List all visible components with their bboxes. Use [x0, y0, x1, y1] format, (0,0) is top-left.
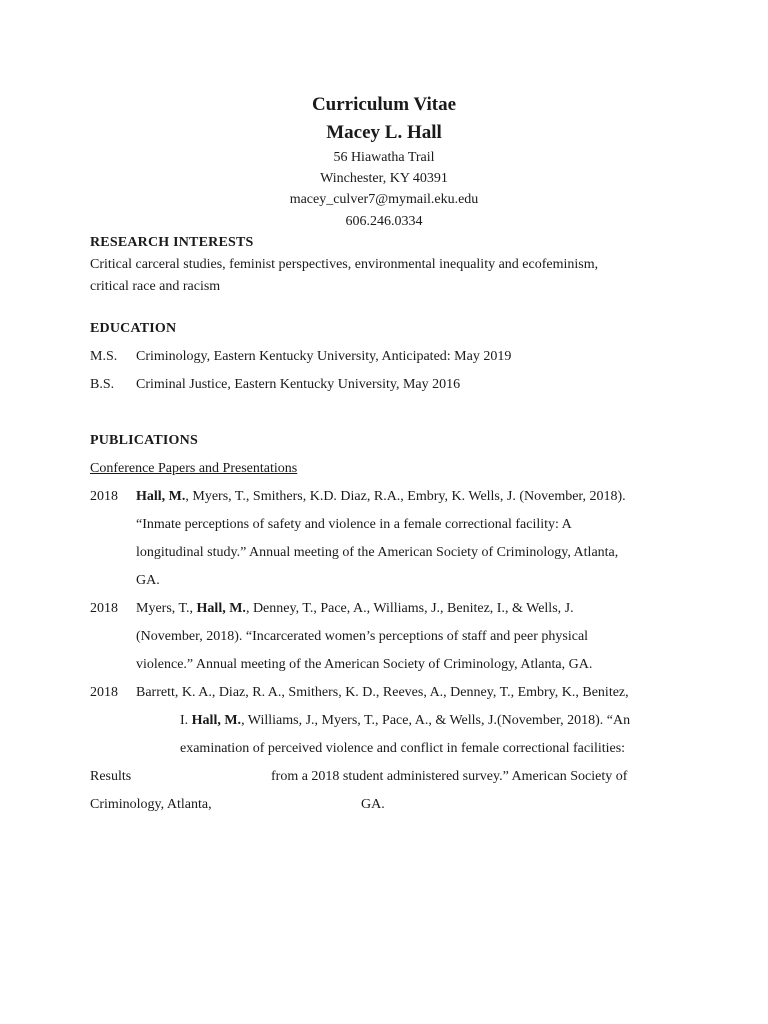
- pub-2-line-2: (November, 2018). “Incarcerated women’s perceptions of staff and peer physical: [136, 629, 589, 644]
- pub-3-line-5-start: Criminology, Atlanta,: [90, 797, 212, 812]
- pub-3-year: 2018: [90, 685, 118, 700]
- pub-3-line-2-rest: , Williams, J., Myers, T., Pace, A., & Wells, J.(November, 2018). “An: [241, 713, 631, 728]
- education-heading: EDUCATION: [90, 321, 177, 336]
- pub-2-line-1-rest: , Denney, T., Pace, A., Williams, J., Benitez, I., & Wells, J.: [245, 601, 574, 616]
- education-degree-ms: M.S.: [90, 349, 118, 364]
- pub-3-line-4-start: Results: [90, 769, 132, 784]
- person-name: Macey L. Hall: [326, 122, 442, 143]
- pub-2-line-3: violence.” Annual meeting of the American Society of Criminology, Atlanta, GA.: [136, 657, 593, 672]
- pub-2-year: 2018: [90, 601, 118, 616]
- address-line-2: Winchester, KY 40391: [320, 171, 448, 186]
- pub-1-year: 2018: [90, 489, 118, 504]
- address-line-1: 56 Hiawatha Trail: [333, 150, 435, 165]
- pub-1-line-2: “Inmate perceptions of safety and violence in a female correctional facility: A: [136, 517, 572, 532]
- pub-1-author-highlight: Hall, M.: [136, 489, 186, 504]
- education-degree-bs: B.S.: [90, 377, 115, 392]
- document-title: Curriculum Vitae: [311, 94, 457, 115]
- pub-3-author-highlight: Hall, M.: [191, 713, 242, 728]
- pub-1-line-4: GA.: [136, 573, 160, 588]
- pub-1-line-3: longitudinal study.” Annual meeting of the American Society of Criminology, Atlanta,: [136, 545, 619, 560]
- pub-3-line-5-end: GA.: [361, 797, 385, 812]
- pub-3-line-2: [180, 713, 630, 729]
- publications-heading: PUBLICATIONS: [90, 433, 198, 448]
- pub-1-line-1-rest: , Myers, T., Smithers, K.D. Diaz, R.A., Embry, K. Wells, J. (November, 2018).: [185, 489, 626, 504]
- education-detail-bs: Criminal Justice, Eastern Kentucky University, May 2016: [136, 377, 461, 392]
- pub-3-line-4-end: from a 2018 student administered survey.” American Society of: [271, 769, 628, 784]
- research-interests-line-2: critical race and racism: [90, 279, 221, 294]
- education-detail-ms: Criminology, Eastern Kentucky University, Anticipated: May 2019: [136, 349, 512, 364]
- pub-2-line-1: [136, 601, 574, 617]
- pub-2-author-highlight: Hall, M.: [196, 601, 246, 616]
- pub-3-line-2-pre: I.: [180, 713, 192, 728]
- research-interests-heading: RESEARCH INTERESTS: [90, 235, 254, 250]
- pub-3-line-3: examination of perceived violence and conflict in female correctional facilities:: [180, 741, 626, 756]
- pub-1-line-1: [136, 489, 626, 505]
- research-interests-line-1: Critical carceral studies, feminist perspectives, environmental inequality and ecofeminism,: [90, 257, 599, 272]
- pub-2-line-1-pre: Myers, T.,: [136, 601, 197, 616]
- conference-papers-subheading: Conference Papers and Presentations: [90, 461, 298, 476]
- pub-3-line-1: Barrett, K. A., Diaz, R. A., Smithers, K. D., Reeves, A., Denney, T., Embry, K., Benitez,: [136, 685, 629, 700]
- email-address: macey_culver7@mymail.eku.edu: [289, 192, 479, 207]
- phone-number: 606.246.0334: [345, 214, 423, 229]
